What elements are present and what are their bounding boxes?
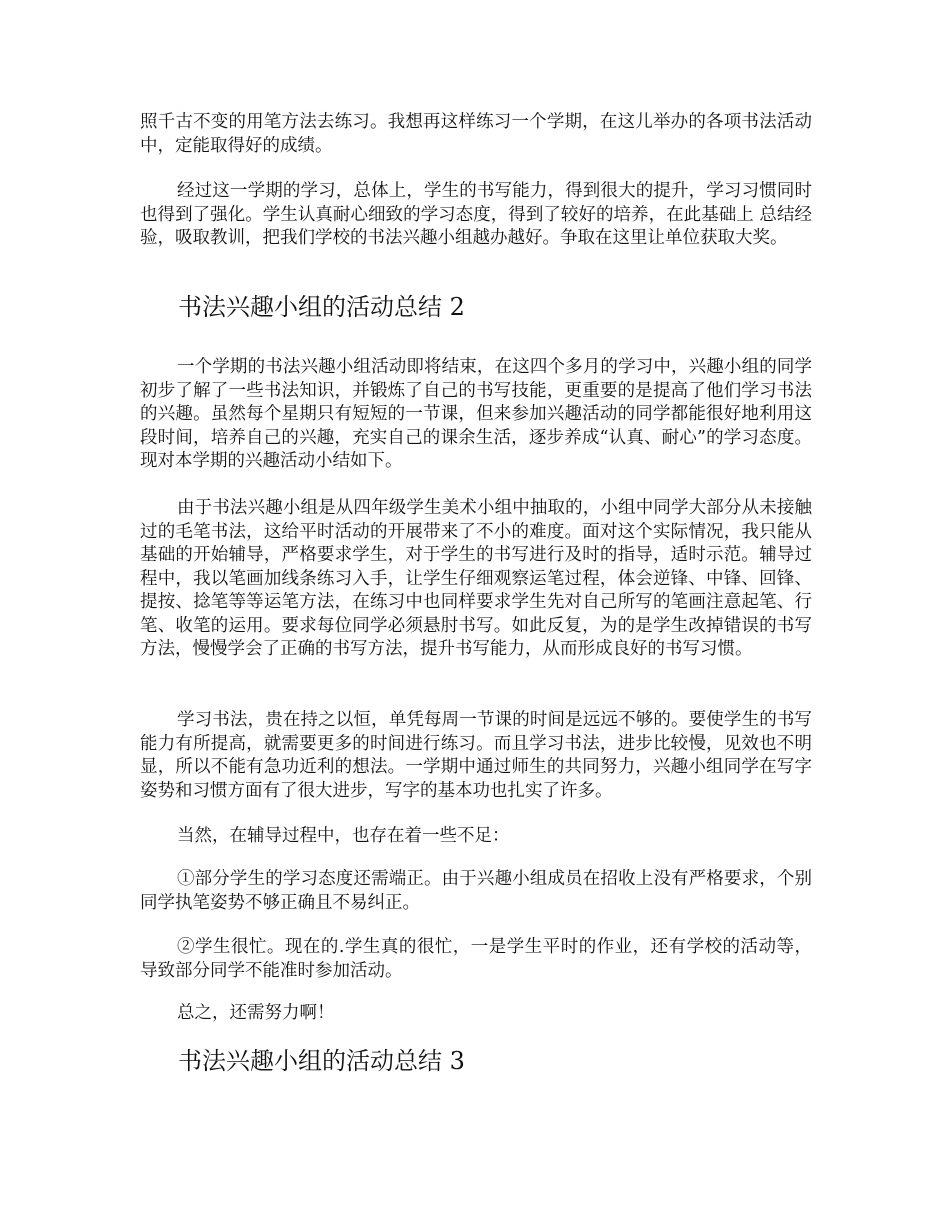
section-3-heading: 书法兴趣小组的活动总结 3 (178, 1047, 465, 1075)
section-2-paragraph-6: ②学生很忙。现在的.学生真的很忙，一是学生平时的作业，还有学校的活动等，导致部分同学不能准时参加活动。 (140, 937, 812, 981)
section-2-paragraph-7: 总之，还需努力啊！ (177, 1003, 335, 1023)
section-2-paragraph-3: 学习书法，贵在持之以恒，单凭每周一节课的时间是远远不够的。要使学生的书写能力有所提高，就需要更多的时间进行练习。而且学习书法，进步比较慢，见效也不明显，所以不能有急功近利的想法。一学期中通过师生的共同努力，兴趣小组同学在写字姿势和习惯方面有了很大进步，写字的基本功也扎实了许多。 (140, 710, 812, 801)
section-2-heading: 书法兴趣小组的活动总结 2 (178, 293, 465, 321)
section-2-paragraph-4: 当然，在辅导过程中，也存在着一些不足： (177, 826, 510, 846)
section-2-paragraph-5: ①部分学生的学习态度还需端正。由于兴趣小组成员在招收上没有严格要求，个别同学执笔姿势不够正确且不易纠正。 (140, 869, 812, 913)
intro-paragraph-2: 经过这一学期的学习，总体上，学生的书写能力，得到很大的提升，学习习惯同时也得到了强化。学生认真耐心细致的学习态度，得到了较好的培养，在此基础上 总结经验，吸取教训，把我们学校的书法兴趣小组越办越好。争取在这里让单位获取大奖。 (140, 181, 812, 248)
intro-paragraph-1: 照千古不变的用笔方法去练习。我想再这样练习一个学期，在这儿举办的各项书法活动中，定能取得好的成绩。 (140, 112, 812, 156)
section-2-paragraph-2: 由于书法兴趣小组是从四年级学生美术小组中抽取的，小组中同学大部分从未接触过的毛笔书法，这给平时活动的开展带来了不小的难度。面对这个实际情况，我只能从基础的开始辅导，严格要求学生，对于学生的书写进行及时的指导，适时示范。辅导过程中，我以笔画加线条练习入手，让学生仔细观察运笔过程，体会逆锋、中锋、回锋、提按、捻笔等等运笔方法，在练习中也同样要求学生先对自己所写的笔画注意起笔、行笔、收笔的运用。要求每位同学必须悬肘书写。如此反复，为的是学生改掉错误的书写方法，慢慢学会了正确的书写方法，提升书写能力，从而形成良好的书写习惯。 (140, 498, 812, 659)
section-2-paragraph-1: 一个学期的书法兴趣小组活动即将结束，在这四个多月的学习中，兴趣小组的同学初步了解了一些书法知识，并锻炼了自己的书写技能，更重要的是提高了他们学习书法的兴趣。虽然每个星期只有短短的一节课，但来参加兴趣活动的同学都能很好地利用这段时间，培养自己的兴趣，充实自己的课余生活，逐步养成“认真、耐心”的学习态度。现对本学期的兴趣活动小结如下。 (140, 357, 812, 471)
